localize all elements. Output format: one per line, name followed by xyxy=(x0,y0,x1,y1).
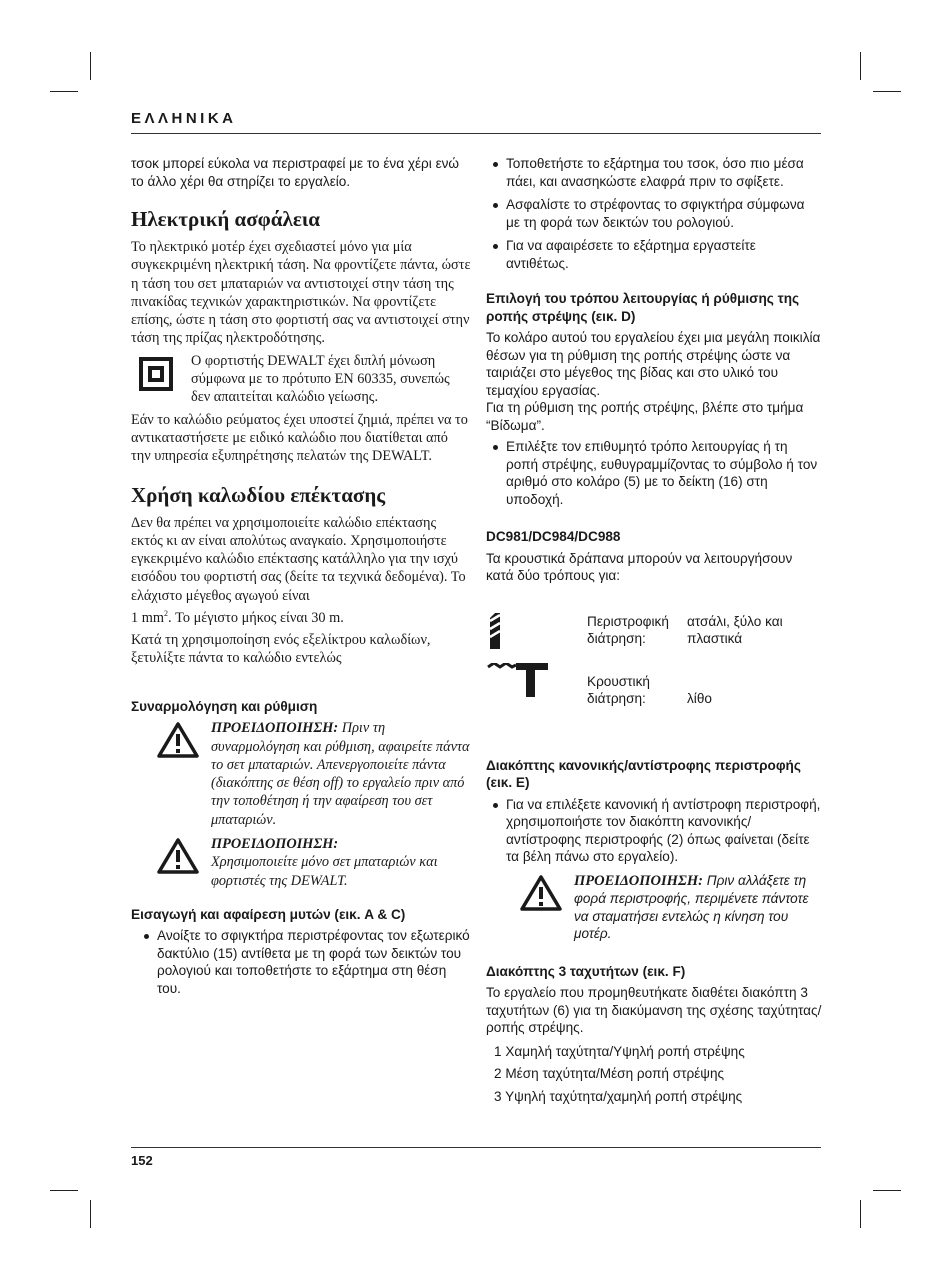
models-heading: DC981/DC984/DC988 xyxy=(486,529,621,544)
list-item: Για να αφαιρέσετε το εξάρτημα εργαστείτε αντιθέτως. xyxy=(486,237,822,272)
torque-list xyxy=(486,438,822,508)
speed-heading: Διακόπτης 3 ταχυτήτων (εικ. F) xyxy=(486,963,686,979)
reverse-heading: Διακόπτης κανονικής/αντίστροφης περιστροφής (εικ. E) xyxy=(486,757,801,790)
warning-label: ΠΡΟΕΙΔΟΠΟΙΗΣΗ: xyxy=(211,720,339,737)
extension-tail: . Το μέγιστο μήκος είναι 30 m. xyxy=(167,609,344,626)
list-item: Τοποθετήστε το εξάρτημα του τσοκ, όσο πιο μέσα πάει, και ανασηκώστε ελαφρά πριν το σφίξετε. xyxy=(486,155,822,190)
list-item: 2 Μέση ταχύτητα/Μέση ροπή στρέψης xyxy=(494,1066,725,1081)
reverse-list xyxy=(486,796,822,866)
extension-size: 1 mm xyxy=(131,609,164,626)
crop-mark xyxy=(873,91,901,92)
extension-size-sup: 2 xyxy=(163,609,168,619)
mode-name: Κρουστική διάτρηση: xyxy=(587,673,650,706)
list-item: Για να επιλέξετε κανονική ή αντίστροφη περιστροφή, χρησιμοποιήστε τον διακόπτη κανονικής/αντίστροφης περιστροφής (2) όπως φαίνεται (δείτε τα βέλη πάνω στο εργαλείο). xyxy=(486,796,822,866)
mode-use: ατσάλι, ξύλο και πλαστικά xyxy=(687,613,783,646)
electrical-safety-heading: Ηλεκτρική ασφάλεια xyxy=(131,207,321,231)
extension-text: Δεν θα πρέπει να χρησιμοποιείτε καλώδιο επέκτασης εκτός κι αν είναι απολύτως αναγκαίο. Χρησιμοποιήστε εγκεκριμένο καλώδιο επέκτασης κατάλληλο για την ισχύ εισόδου του φορτιστή σας (δείτε τα τεχνικά δεδομένα). Το ελάχιστο μέγεθος αγωγού είναι xyxy=(131,514,466,604)
hammer-icon xyxy=(486,663,548,699)
warning-text: Χρησιμοποιείτε μόνο σετ μπαταριών και φορτιστές της DEWALT. xyxy=(211,854,438,889)
warning-triangle-icon xyxy=(157,721,199,759)
crop-mark xyxy=(50,91,78,92)
crop-mark xyxy=(873,1190,901,1191)
crop-mark xyxy=(90,52,91,80)
speed-paragraph: Το εργαλείο που προμηθευτήκατε διαθέτει διακόπτη 3 ταχυτήτων (6) για τη διακύμανση της σχέσης ταχύτητας/ροπής στρέψης. xyxy=(486,985,822,1035)
models-paragraph: Τα κρουστικά δράπανα μπορούν να λειτουργήσουν κατά δύο τρόπους για: xyxy=(486,550,793,583)
double-insulation-note xyxy=(131,352,471,407)
extension-cord-heading: Χρήση καλωδίου επέκτασης xyxy=(131,482,386,507)
list-item: Ασφαλίστε το στρέφοντας το σφιγκτήρα σύμφωνα με τη φορά των δεικτών του ρολογιού. xyxy=(486,196,822,231)
bits-list-left xyxy=(131,927,471,997)
footer-rule xyxy=(131,1147,821,1148)
warning-label: ΠΡΟΕΙΔΟΠΟΙΗΣΗ: xyxy=(574,872,703,889)
double-insulation-text: Ο φορτιστής DEWALT έχει διπλή μόνωση σύμφωνα με το πρότυπο EN 60335, συνεπώς δεν απαιτείται καλώδιο γείωσης. xyxy=(191,352,450,406)
cord-damage-paragraph: Εάν το καλώδιο ρεύματος έχει υποστεί ζημιά, πρέπει να το αντικαταστήσετε με ειδικό καλώδιο που διατίθεται από την υπηρεσία εξυπηρέτησης πελατών της DEWALT. xyxy=(131,411,468,465)
header-rule xyxy=(131,133,821,134)
section-language-header: ΕΛΛΗΝΙΚΑ xyxy=(131,110,237,127)
intro-paragraph: τσοκ μπορεί εύκολα να περιστραφεί με το ένα χέρι ενώ το άλλο χέρι θα στηρίζει το εργαλείο. xyxy=(131,156,460,189)
mode-use: λίθο xyxy=(687,690,712,706)
mode-name: Περιστροφική διάτρηση: xyxy=(587,613,669,646)
torque-reference: Για τη ρύθμιση της ροπής στρέψης, βλέπε στο τμήμα “Βίδωμα”. xyxy=(486,400,804,433)
warning-battery-removal xyxy=(131,719,471,829)
electrical-paragraph: Το ηλεκτρικό μοτέρ έχει σχεδιαστεί μόνο για μία συγκεκριμένη ηλεκτρική τάση. Να φροντίζετε πάντα, ώστε η τάση του σετ μπαταριών να αντιστοιχεί στην τάση της πινακίδας τεχνικών χαρακτηριστικών. Να φροντίζετε επίσης, ώστε η τάση στο φορτιστή σας να αντιστοιχεί στην τάση της πρίζας ηλεκτροδότησης. xyxy=(131,239,471,347)
crop-mark xyxy=(50,1190,78,1191)
right-column xyxy=(486,155,822,1110)
drilling-modes-table xyxy=(486,605,822,725)
drill-bit-icon xyxy=(486,613,506,649)
crop-mark xyxy=(860,52,861,80)
warning-label: ΠΡΟΕΙΔΟΠΟΙΗΣΗ: xyxy=(211,835,339,852)
crop-mark xyxy=(860,1200,861,1228)
speed-list xyxy=(486,1043,822,1106)
double-insulation-icon xyxy=(139,357,173,391)
list-item: Επιλέξτε τον επιθυμητό τρόπο λειτουργίας ή τη ροπή στρέψης, ευθυγραμμίζοντας το σύμβολο ή τον αριθμό στο κολάρο (5) με το δείκτη (16) στη υποδοχή. xyxy=(486,438,822,508)
reel-paragraph: Κατά τη χρησιμοποίηση ενός εξελίκτρου καλωδίων, ξετυλίξτε πάντα το καλώδιο εντελώς xyxy=(131,632,431,667)
crop-mark xyxy=(90,1200,91,1228)
warning-rotation-change xyxy=(486,872,822,943)
list-item: Ανοίξτε το σφιγκτήρα περιστρέφοντας τον εξωτερικό δακτύλιο (15) αντίθετα με τη φορά των δεικτών του ρολογιού και τοποθετήστε το εξάρτημα στη θέση του. xyxy=(137,927,471,997)
warning-text: Πριν τη συναρμολόγηση και ρύθμιση, αφαιρείτε πάντα το σετ μπαταριών. Απενεργοποιείτε πάντα (διακόπτης σε θέση off) το εργαλείο πριν από την τοποθέτηση ή την αφαίρεση του σετ μπαταριών. xyxy=(211,720,470,828)
page-number: 152 xyxy=(131,1153,153,1168)
warning-triangle-icon xyxy=(157,837,199,875)
bits-heading: Εισαγωγή και αφαίρεση μυτών (εικ. A & C) xyxy=(131,906,406,922)
assembly-heading: Συναρμολόγηση και ρύθμιση xyxy=(131,698,318,714)
list-item: 1 Χαμηλή ταχύτητα/Υψηλή ροπή στρέψης xyxy=(494,1043,745,1059)
extension-paragraph xyxy=(131,514,471,628)
left-column xyxy=(131,155,471,1003)
list-item: 3 Υψηλή ταχύτητα/χαμηλή ροπή στρέψης xyxy=(494,1088,743,1104)
torque-heading: Επιλογή του τρόπου λειτουργίας ή ρύθμισης της ροπής στρέψης (εικ. D) xyxy=(486,291,800,324)
bits-list-right xyxy=(486,155,822,272)
torque-paragraph: Το κολάρο αυτού του εργαλείου έχει μια μεγάλη ποικιλία θέσων για τη ρύθμιση της ροπής στρέψης ώστε να ταιριάζει στο μέγεθος της βίδας και στο υλικό του τεμαχίου εργασίας. xyxy=(486,330,821,398)
warning-text: Πριν αλλάξετε τη φορά περιστροφής, περιμένετε πάντοτε να σταματήσει εντελώς η κίνηση του μοτέρ. xyxy=(574,872,809,941)
warning-triangle-icon xyxy=(520,874,562,912)
warning-dewalt-only xyxy=(131,835,471,890)
